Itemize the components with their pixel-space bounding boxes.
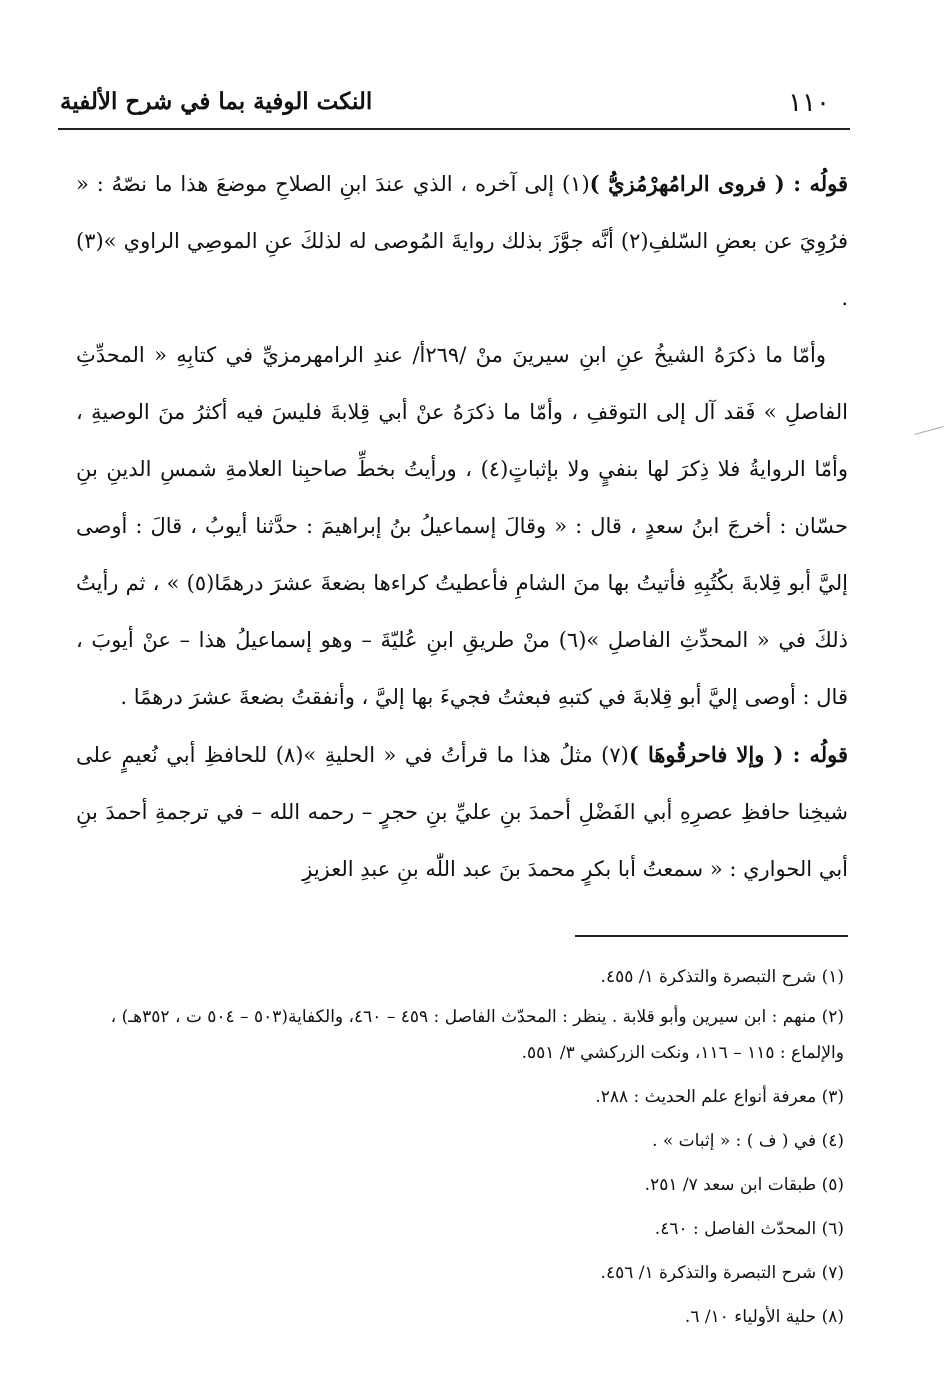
footnote-divider: [575, 935, 848, 937]
paragraph-text: وأمّا ما ذكرَهُ الشيخُ عنِ ابنِ سيرينَ منْ /٢٦٩أ/ عندِ الرامهرمزيِّ في كتابِهِ « المحدِّثِ الفاصلِ » فَقد آل إلى التوقفِ ، وأمّا ما ذكرَهُ عنْ أبي قِلابةَ فليسَ فيه أكثرُ منَ الوصيةِ ، وأمّا الروايةُ فلا ذِكرَ لها بنفيٍ ولا بإثباتٍ(٤) ، ورأيتُ بخطِّ صاحبِنا العلامةِ شمسِ الدينِ بنِ حسّان : أخرجَ ابنُ سعدٍ ، قال : « وقالَ إسماعيلُ بنُ إبراهيمَ : حدَّثنا أيوبُ ، قالَ : أوصى إليَّ أبو قِلابةَ بكُتُبِهِ فأتيتُ بها منَ الشامِ فأعطيتُ كراءها بضعةَ عشرَ درهمًا(٥) » ، ثم رأيتُ ذلكَ في « المحدِّثِ الفاصلِ »(٦) منْ طريقِ ابنِ عُليّةَ – وهو إسماعيلُ هذا – عنْ أيوبَ ، قال : أوصى إليَّ أبو قِلابةَ في كتبهِ فبعثتُ فجيءَ بها إليَّ ، وأنفقتُ بضعةَ عشرَ درهمًا .: [76, 343, 849, 709]
page-number: ١١٠: [788, 88, 830, 118]
quote-lead: قولُه : ( فروى الرامُهرْمُزيُّ ): [589, 171, 848, 196]
paragraph: [76, 327, 848, 726]
paragraph: [76, 155, 848, 327]
header-divider: [58, 128, 850, 130]
footnote: (٨) حلية الأولياء ١٠/ ٦.: [684, 1307, 844, 1327]
footnote: (٧) شرح التبصرة والتذكرة ١/ ٤٥٦.: [600, 1263, 844, 1283]
quote-lead: قولُه : ( وإلا فاحرقُوهَا ): [628, 742, 848, 767]
footnote: (١) شرح التبصرة والتذكرة ١/ ٤٥٥.: [600, 967, 844, 987]
margin-mark: [914, 426, 943, 435]
main-text: [76, 155, 848, 898]
paragraph-text: (٧) مثلُ هذا ما قرأتُ في « الحليةِ »(٨) للحافظِ أبي نُعيمٍ على شيخِنا حافظِ عصرِهِ أبي الفَضْلِ أحمدَ بنِ عليِّ بنِ حجرٍ – رحمه الله – في ترجمةِ أحمدَ بنِ أبي الحواري : « سمعتُ أبا بكرٍ محمدَ بنَ عبد اللّٰه بنِ عبدِ العزيزِ: [76, 743, 848, 881]
book-title: النكت الوفية بما في شرح الألفية: [60, 88, 373, 115]
paragraph-text: (١) إلى آخره ، الذي عندَ ابنِ الصلاحِ موضعَ هذا ما نصّهُ : « فرُوِيَ عن بعضِ السّلفِ(٢) أنَّه جوَّزَ بذلك روايةَ المُوصى له لذلكَ عنِ الموصِي الراوي »(٣) .: [76, 172, 848, 310]
paragraph: [76, 726, 848, 898]
footnote: (٢) منهم : ابن سيرين وأبو قلابة . ينظر : المحدّث الفاصل : ٤٥٩ – ٤٦٠، والكفاية(٥٠٣ – ٥٠٤ ت ، ٣٥٢هـ) ، والإلماع : ١١٥ – ١١٦، ونكت الزركشي ٣/ ٥٥١.: [110, 1007, 844, 1063]
footnote: (٦) المحدّث الفاصل : ٤٦٠.: [654, 1219, 844, 1239]
footnote: (٣) معرفة أنواع علم الحديث : ٢٨٨.: [595, 1087, 844, 1107]
footnote: (٥) طبقات ابن سعد ٧/ ٢٥١.: [644, 1175, 844, 1195]
running-header: [60, 82, 860, 122]
footnote: (٤) في ( ف ) : « إثبات » .: [652, 1131, 844, 1151]
footnotes-list: [72, 955, 844, 1339]
